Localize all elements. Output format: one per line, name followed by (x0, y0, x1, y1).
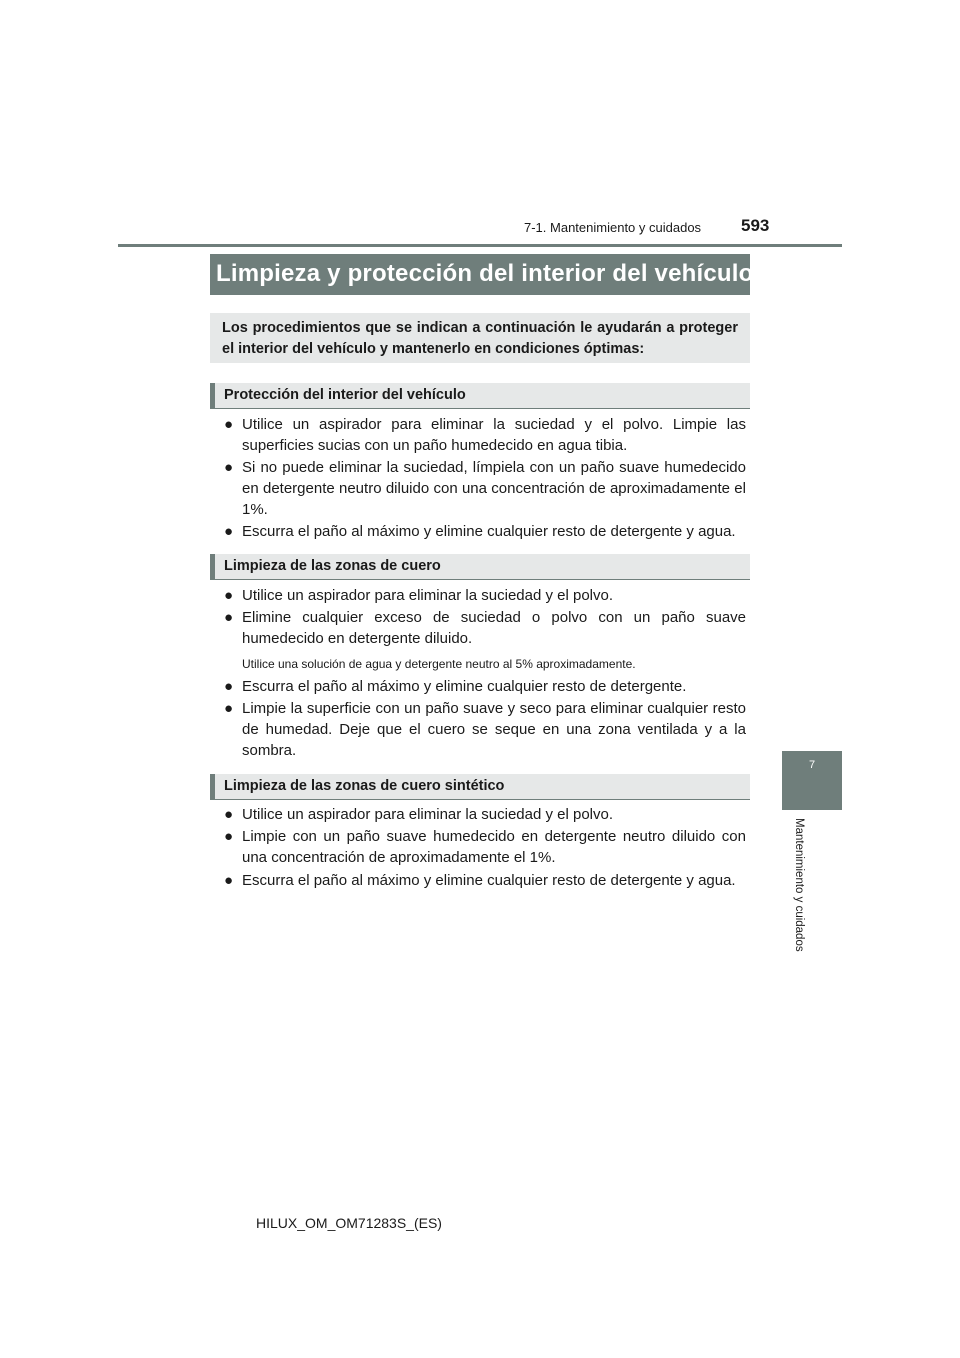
intro-text: Los procedimientos que se indican a continuación le ayudarán a proteger el interior del vehículo y mantenerlo en condiciones óptimas: (222, 320, 738, 357)
list-item-text: Escurra el paño al máximo y elimine cualquier resto de detergente y agua. (242, 523, 736, 540)
list-item (224, 414, 746, 456)
list-item-text: Elimine cualquier exceso de suciedad o polvo con un paño suave humedecido en detergente diluido. (242, 609, 746, 647)
list-item-text: Si no puede eliminar la suciedad, límpiela con un paño suave humedecido en detergente neutro diluido con una concentración de aproximadamente el 1%. (242, 459, 746, 518)
section-header-leather (210, 554, 750, 580)
chapter-number: 7 (808, 759, 816, 771)
running-header-section: 7-1. Mantenimiento y cuidados (524, 220, 702, 235)
section-title: Limpieza de las zonas de cuero sintético (224, 778, 505, 794)
list-item-text: Utilice un aspirador para eliminar la suciedad y el polvo. (242, 806, 614, 823)
bullet-icon: ● (224, 828, 234, 845)
bullet-icon: ● (224, 587, 234, 604)
list-item (224, 585, 746, 606)
section-header-synthetic-leather (210, 774, 750, 800)
list-item (224, 457, 746, 520)
section-title: Limpieza de las zonas de cuero (224, 558, 441, 574)
list-item (224, 607, 746, 649)
section-title: Protección del interior del vehículo (224, 387, 466, 403)
section-header-interior-protection (210, 383, 750, 409)
bullet-icon: ● (224, 678, 234, 695)
list-item-text: Escurra el paño al máximo y elimine cualquier resto de detergente y agua. (242, 872, 736, 889)
list-item (224, 870, 746, 891)
page-title-bar (210, 254, 754, 295)
bullet-icon: ● (224, 700, 234, 717)
intro-box (210, 313, 750, 363)
list-item-text: Utilice un aspirador para eliminar la suciedad y el polvo. Limpie las superficies sucias con un paño humedecido en agua tibia. (242, 416, 746, 454)
bullet-icon: ● (224, 459, 234, 476)
list-item (224, 804, 746, 825)
note-text: Utilice una solución de agua y detergente neutro al 5% aproximadamente. (242, 657, 636, 671)
document-code: HILUX_OM_OM71283S_(ES) (256, 1215, 442, 1231)
list-item (224, 521, 746, 542)
list-item (224, 698, 746, 761)
list-item-text: Escurra el paño al máximo y elimine cualquier resto de detergente. (242, 678, 687, 695)
bullet-icon: ● (224, 609, 234, 626)
bullet-icon: ● (224, 806, 234, 823)
chapter-label: Mantenimiento y cuidados (793, 818, 805, 952)
bullet-icon: ● (224, 872, 234, 889)
list-item-text: Limpie con un paño suave humedecido en detergente neutro diluido con una concentración de aproximadamente el 1%. (242, 828, 746, 866)
chapter-tab (782, 751, 842, 810)
bullet-icon: ● (224, 416, 234, 433)
list-item-text: Utilice un aspirador para eliminar la suciedad y el polvo. (242, 587, 614, 604)
list-item-text: Limpie la superficie con un paño suave y seco para eliminar cualquier resto de humedad. Deje que el cuero se seque en una zona ventilada y a la sombra. (242, 700, 746, 759)
list-item (224, 826, 746, 868)
page-number: 593 (741, 216, 770, 235)
page-title: Limpieza y protección del interior del vehículo (216, 260, 754, 287)
header-divider (118, 244, 842, 247)
list-item (224, 676, 746, 697)
bullet-icon: ● (224, 523, 234, 540)
